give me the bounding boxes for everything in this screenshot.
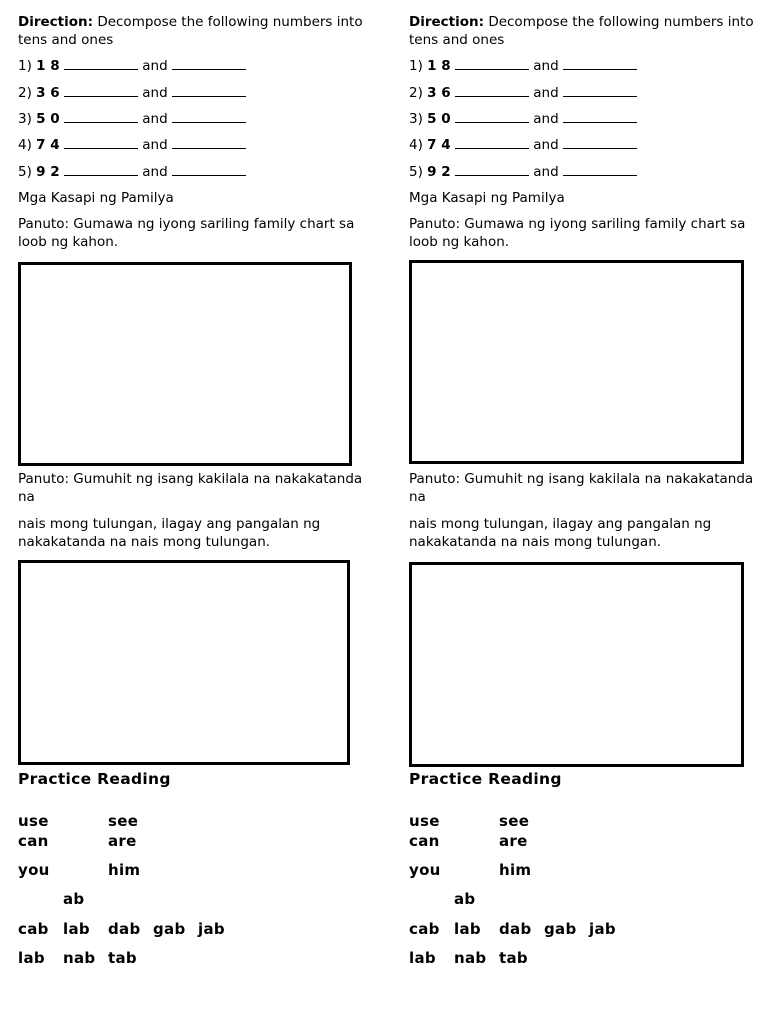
tens-answer-blank[interactable] <box>455 110 529 123</box>
reading-word: tab <box>499 949 528 967</box>
decompose-item-3 <box>18 110 246 127</box>
family-title: Mga Kasapi ng Pamilya <box>18 190 174 206</box>
reading-word: gab <box>544 920 577 938</box>
item-number: 5) <box>18 164 32 180</box>
reading-word: dab <box>499 920 532 938</box>
reading-word: see <box>499 812 530 830</box>
item-number: 4) <box>18 137 32 153</box>
reading-word: jab <box>589 920 616 938</box>
ones-answer-blank[interactable] <box>172 57 246 70</box>
elder-drawing-box[interactable] <box>409 562 744 767</box>
family-title: Mga Kasapi ng Pamilya <box>409 190 565 206</box>
reading-word: nab <box>63 949 96 967</box>
and-word: and <box>533 85 559 101</box>
family-instruction: Panuto: Gumawa ng iyong sariling family chart sa loob ng kahon. <box>18 216 355 250</box>
reading-word: him <box>499 861 532 879</box>
reading-word: lab <box>18 949 45 967</box>
tens-answer-blank[interactable] <box>455 84 529 97</box>
decompose-item-1 <box>409 57 637 74</box>
family-instruction: Panuto: Gumawa ng iyong sariling family chart sa loob ng kahon. <box>409 216 746 250</box>
elder-instruction-line1: Panuto: Gumuhit ng isang kakilala na nakakatanda na <box>18 471 363 505</box>
tens-answer-blank[interactable] <box>455 163 529 176</box>
reading-word: him <box>108 861 141 879</box>
elder-instruction-line1: Panuto: Gumuhit ng isang kakilala na nakakatanda na <box>409 471 754 505</box>
and-word: and <box>142 58 168 74</box>
worksheet-column-left <box>18 0 363 1024</box>
number-to-decompose: 9 2 <box>427 164 451 180</box>
direction-paragraph <box>18 13 363 49</box>
number-to-decompose: 7 4 <box>427 137 451 153</box>
reading-word: you <box>18 861 50 879</box>
item-number: 2) <box>409 85 423 101</box>
and-word: and <box>533 58 559 74</box>
reading-word: tab <box>108 949 137 967</box>
ones-answer-blank[interactable] <box>563 163 637 176</box>
number-to-decompose: 9 2 <box>36 164 60 180</box>
reading-word: lab <box>454 920 481 938</box>
elder-instruction-line2: nais mong tulungan, ilagay ang pangalan ng nakakatanda na nais mong tulungan. <box>18 516 321 550</box>
ones-answer-blank[interactable] <box>563 84 637 97</box>
tens-answer-blank[interactable] <box>64 84 138 97</box>
ones-answer-blank[interactable] <box>172 110 246 123</box>
and-word: and <box>142 137 168 153</box>
tens-answer-blank[interactable] <box>455 57 529 70</box>
family-chart-box[interactable] <box>18 262 352 466</box>
reading-word: lab <box>409 949 436 967</box>
reading-word: jab <box>198 920 225 938</box>
direction-text: Decompose the following numbers into tens and ones <box>409 14 754 48</box>
reading-word: see <box>108 812 139 830</box>
item-number: 3) <box>409 111 423 127</box>
tens-answer-blank[interactable] <box>64 110 138 123</box>
decompose-item-5 <box>18 163 246 180</box>
number-to-decompose: 1 8 <box>36 58 60 74</box>
item-number: 2) <box>18 85 32 101</box>
decompose-item-4 <box>409 136 637 153</box>
reading-word: gab <box>153 920 186 938</box>
reading-word: cab <box>18 920 49 938</box>
ones-answer-blank[interactable] <box>563 136 637 149</box>
direction-label: Direction: <box>18 14 94 30</box>
tens-answer-blank[interactable] <box>64 136 138 149</box>
reading-word: ab <box>63 890 85 908</box>
number-to-decompose: 7 4 <box>36 137 60 153</box>
reading-word: are <box>108 832 137 850</box>
ones-answer-blank[interactable] <box>172 136 246 149</box>
ones-answer-blank[interactable] <box>172 84 246 97</box>
worksheet-column-right <box>409 0 754 1024</box>
and-word: and <box>533 164 559 180</box>
reading-word: you <box>409 861 441 879</box>
decompose-item-2 <box>409 84 637 101</box>
reading-word: can <box>18 832 49 850</box>
reading-word: use <box>18 812 49 830</box>
reading-word: ab <box>454 890 476 908</box>
tens-answer-blank[interactable] <box>64 163 138 176</box>
tens-answer-blank[interactable] <box>455 136 529 149</box>
item-number: 5) <box>409 164 423 180</box>
ones-answer-blank[interactable] <box>172 163 246 176</box>
reading-word: are <box>499 832 528 850</box>
reading-word: nab <box>454 949 487 967</box>
reading-word: lab <box>63 920 90 938</box>
number-to-decompose: 5 0 <box>36 111 60 127</box>
and-word: and <box>142 164 168 180</box>
decompose-item-5 <box>409 163 637 180</box>
and-word: and <box>142 111 168 127</box>
item-number: 3) <box>18 111 32 127</box>
number-to-decompose: 3 6 <box>36 85 60 101</box>
and-word: and <box>142 85 168 101</box>
ones-answer-blank[interactable] <box>563 57 637 70</box>
decompose-item-1 <box>18 57 246 74</box>
item-number: 4) <box>409 137 423 153</box>
elder-drawing-box[interactable] <box>18 560 350 765</box>
direction-paragraph <box>409 13 754 49</box>
number-to-decompose: 5 0 <box>427 111 451 127</box>
practice-reading-heading: Practice Reading <box>18 770 171 788</box>
ones-answer-blank[interactable] <box>563 110 637 123</box>
and-word: and <box>533 137 559 153</box>
direction-label: Direction: <box>409 14 485 30</box>
number-to-decompose: 1 8 <box>427 58 451 74</box>
practice-reading-heading: Practice Reading <box>409 770 562 788</box>
family-chart-box[interactable] <box>409 260 744 464</box>
item-number: 1) <box>18 58 32 74</box>
reading-word: dab <box>108 920 141 938</box>
reading-word: cab <box>409 920 440 938</box>
number-to-decompose: 3 6 <box>427 85 451 101</box>
elder-instruction-line2: nais mong tulungan, ilagay ang pangalan ng nakakatanda na nais mong tulungan. <box>409 516 712 550</box>
and-word: and <box>533 111 559 127</box>
item-number: 1) <box>409 58 423 74</box>
decompose-item-3 <box>409 110 637 127</box>
reading-word: can <box>409 832 440 850</box>
decompose-item-2 <box>18 84 246 101</box>
decompose-item-4 <box>18 136 246 153</box>
direction-text: Decompose the following numbers into tens and ones <box>18 14 363 48</box>
reading-word: use <box>409 812 440 830</box>
tens-answer-blank[interactable] <box>64 57 138 70</box>
